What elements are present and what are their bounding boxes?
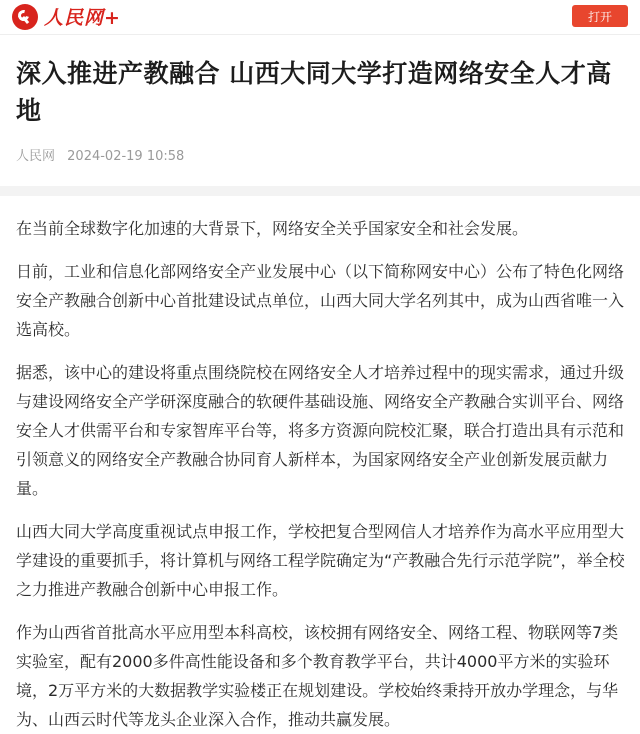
article-header xyxy=(0,35,640,164)
article-paragraph: 据悉，该中心的建设将重点围绕院校在网络安全人才培养过程中的现实需求，通过升级与建设网络安全产学研深度融合的软硬件基础设施、网络安全产教融合实训平台、网络安全人才供需平台和专家智库平台等，将多方资源向院校汇聚，联合打造出具有示范和引领意义的网络安全产教融合协同育人新样本，为国家网络安全产业创新发展贡献力量。 xyxy=(16,363,625,498)
section-divider xyxy=(0,186,640,196)
article-source: 人民网 xyxy=(16,149,56,164)
site-logo[interactable] xyxy=(12,3,121,30)
article-paragraph: 山西大同大学高度重视试点申报工作，学校把复合型网信人才培养作为高水平应用型大学建设的重要抓手，将计算机与网络工程学院确定为“产教融合先行示范学院”，举全校之力推进产教融合创新中心申报工作。 xyxy=(16,522,625,599)
article-meta xyxy=(16,145,624,164)
article-datetime: 2024-02-19 10:58 xyxy=(67,149,185,164)
article-paragraph: 作为山西省首批高水平应用型本科高校，该校拥有网络安全、网络工程、物联网等7类实验室，配有2000多件高性能设备和多个教育教学平台，共计4000平方米的实验环境，2万平方米的大数据教学实验楼正在规划建设。学校始终秉持开放办学理念，与华为、山西云时代等龙头企业深入合作，推动共赢发展。 xyxy=(16,623,619,729)
people-logo-icon xyxy=(12,4,38,30)
article-title: 深入推进产教融合 山西大同大学打造网络安全人才高地 xyxy=(16,59,612,125)
article-paragraph: 在当前全球数字化加速的大背景下，网络安全关乎国家安全和社会发展。 xyxy=(16,219,529,238)
logo-text: 人民网+ xyxy=(44,7,121,29)
article-body xyxy=(0,196,640,734)
top-bar xyxy=(0,0,640,35)
article-paragraph: 日前，工业和信息化部网络安全产业发展中心（以下简称网安中心）公布了特色化网络安全产教融合创新中心首批建设试点单位，山西大同大学名列其中，成为山西省唯一入选高校。 xyxy=(16,262,625,339)
open-app-button[interactable]: 打开 xyxy=(572,5,628,27)
